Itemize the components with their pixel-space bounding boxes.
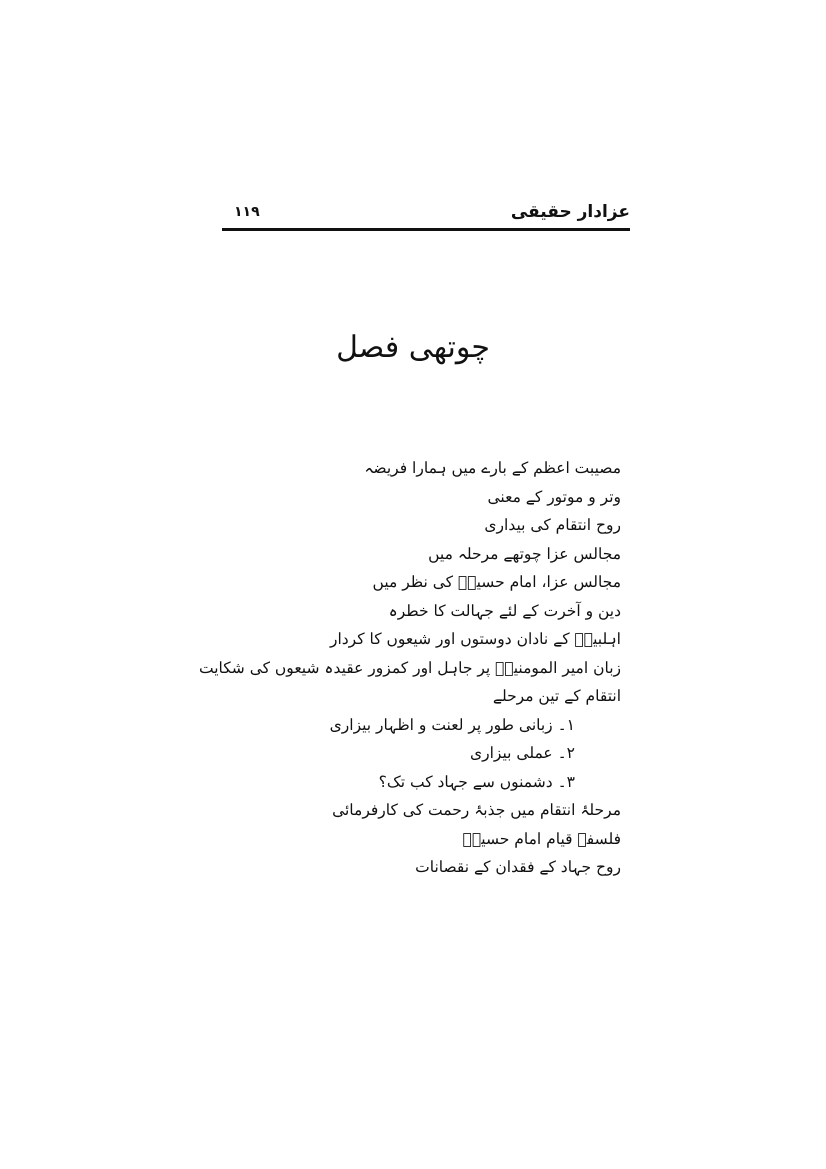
running-header-title: عزادار حقیقی — [510, 202, 630, 222]
contents-item: مجالس عزا چوتھے مرحلہ میں — [428, 544, 621, 563]
contents-item: مجالس عزا، امام حسینؑ کی نظر میں — [372, 573, 621, 591]
contents-item: روح انتقام کی بیداری — [484, 516, 621, 534]
contents-item: زبان امیر المومنینؑ پر جاہل اور کمزور عقیدہ شیعوں کی شکایت — [198, 658, 621, 677]
contents-item: انتقام کے تین مرحلے — [492, 687, 621, 705]
contents-item: مصیبت اعظم کے بارے میں ہمارا فریضہ — [364, 459, 621, 477]
contents-item: وتر و موتور کے معنی — [487, 487, 621, 506]
contents-subitem: ۱۔ زبانی طور پر لعنت و اظہار بیزاری — [329, 715, 575, 734]
contents-item: فلسفۂ قیام امام حسینؑ — [462, 829, 621, 848]
header-divider — [222, 228, 630, 231]
contents-item: مرحلۂ انتقام میں جذبۂ رحمت کی کارفرمائی — [332, 801, 621, 819]
page-number: ۱۱۹ — [234, 204, 260, 220]
contents-item: دین و آخرت کے لئے جہالت کا خطرہ — [388, 601, 621, 620]
chapter-title: چوتھی فصل — [336, 330, 490, 365]
contents-item: روح جہاد کے فقدان کے نقصانات — [415, 858, 621, 876]
contents-subitem: ۳۔ دشمنوں سے جہاد کب تک؟ — [378, 772, 575, 791]
page-header — [222, 196, 630, 232]
contents-item: اہلبیتؑ کے نادان دوستوں اور شیعوں کا کردار — [329, 630, 621, 648]
chapter-contents-list — [161, 454, 621, 882]
contents-subitem: ۲۔ عملی بیزاری — [470, 744, 575, 762]
